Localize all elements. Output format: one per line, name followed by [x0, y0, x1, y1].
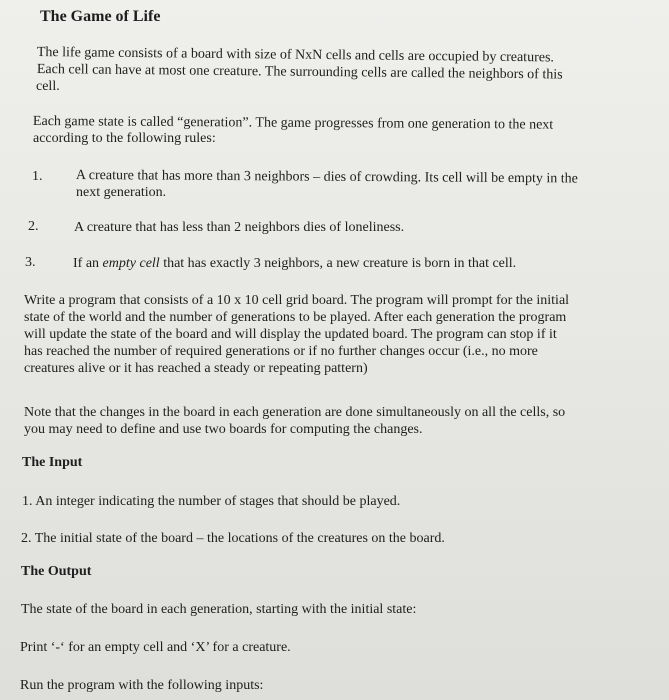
output-heading: The Output	[21, 564, 92, 579]
rule-number: 2.	[28, 219, 39, 234]
rule-line: A creature that has less than 2 neighbors dies of loneliness.	[74, 220, 405, 235]
output-line: The state of the board in each generation, starting with the initial state:	[21, 602, 417, 617]
rule-line: next generation.	[76, 185, 167, 200]
input-item: 1. An integer indicating the number of stages that should be played.	[22, 494, 401, 509]
intro-line: The life game consists of a board with size of NxN cells and cells are occupied by creatures.	[36, 45, 555, 66]
program-line: Write a program that consists of a 10 x 10 cell grid board. The program will prompt for the initial	[24, 293, 570, 308]
program-line: state of the world and the number of generations to be played. After each generation the program	[24, 310, 567, 325]
rule-line	[73, 256, 516, 272]
rule-line: A creature that has more than 3 neighbors – dies of crowding. Its cell will be empty in the	[75, 168, 578, 187]
generation-line: Each game state is called “generation”. The game progresses from one generation to the next	[32, 114, 554, 133]
intro-line: Each cell can have at most one creature. The surrounding cells are called the neighbors of this	[36, 62, 563, 83]
program-line: creatures alive or it has reached a steady or repeating pattern)	[24, 361, 368, 376]
rule-emphasis: empty cell	[102, 256, 160, 271]
note-line: you may need to define and use two boards for computing the changes.	[24, 422, 423, 437]
input-item: 2. The initial state of the board – the locations of the creatures on the board.	[21, 531, 445, 546]
program-line: has reached the number of required generations or if no further changes occur (i.e., no more	[24, 344, 538, 359]
input-heading: The Input	[22, 455, 83, 470]
rule-number: 1.	[32, 169, 43, 184]
rule-number: 3.	[25, 255, 36, 270]
program-line: will update the state of the board and will display the updated board. The program can stop if it	[24, 327, 557, 342]
rule-suffix: that has exactly 3 neighbors, a new creature is born in that cell.	[159, 256, 517, 271]
intro-line: cell.	[36, 79, 60, 94]
output-line: Print ‘-‘ for an empty cell and ‘X’ for a creature.	[20, 640, 291, 655]
rule-prefix: If an	[73, 256, 103, 271]
final-line: Run the program with the following inputs:	[20, 678, 264, 693]
generation-line: according to the following rules:	[33, 131, 216, 146]
note-line: Note that the changes in the board in each generation are done simultaneously on all the cells, so	[24, 405, 566, 420]
document-title: The Game of Life	[40, 8, 161, 25]
